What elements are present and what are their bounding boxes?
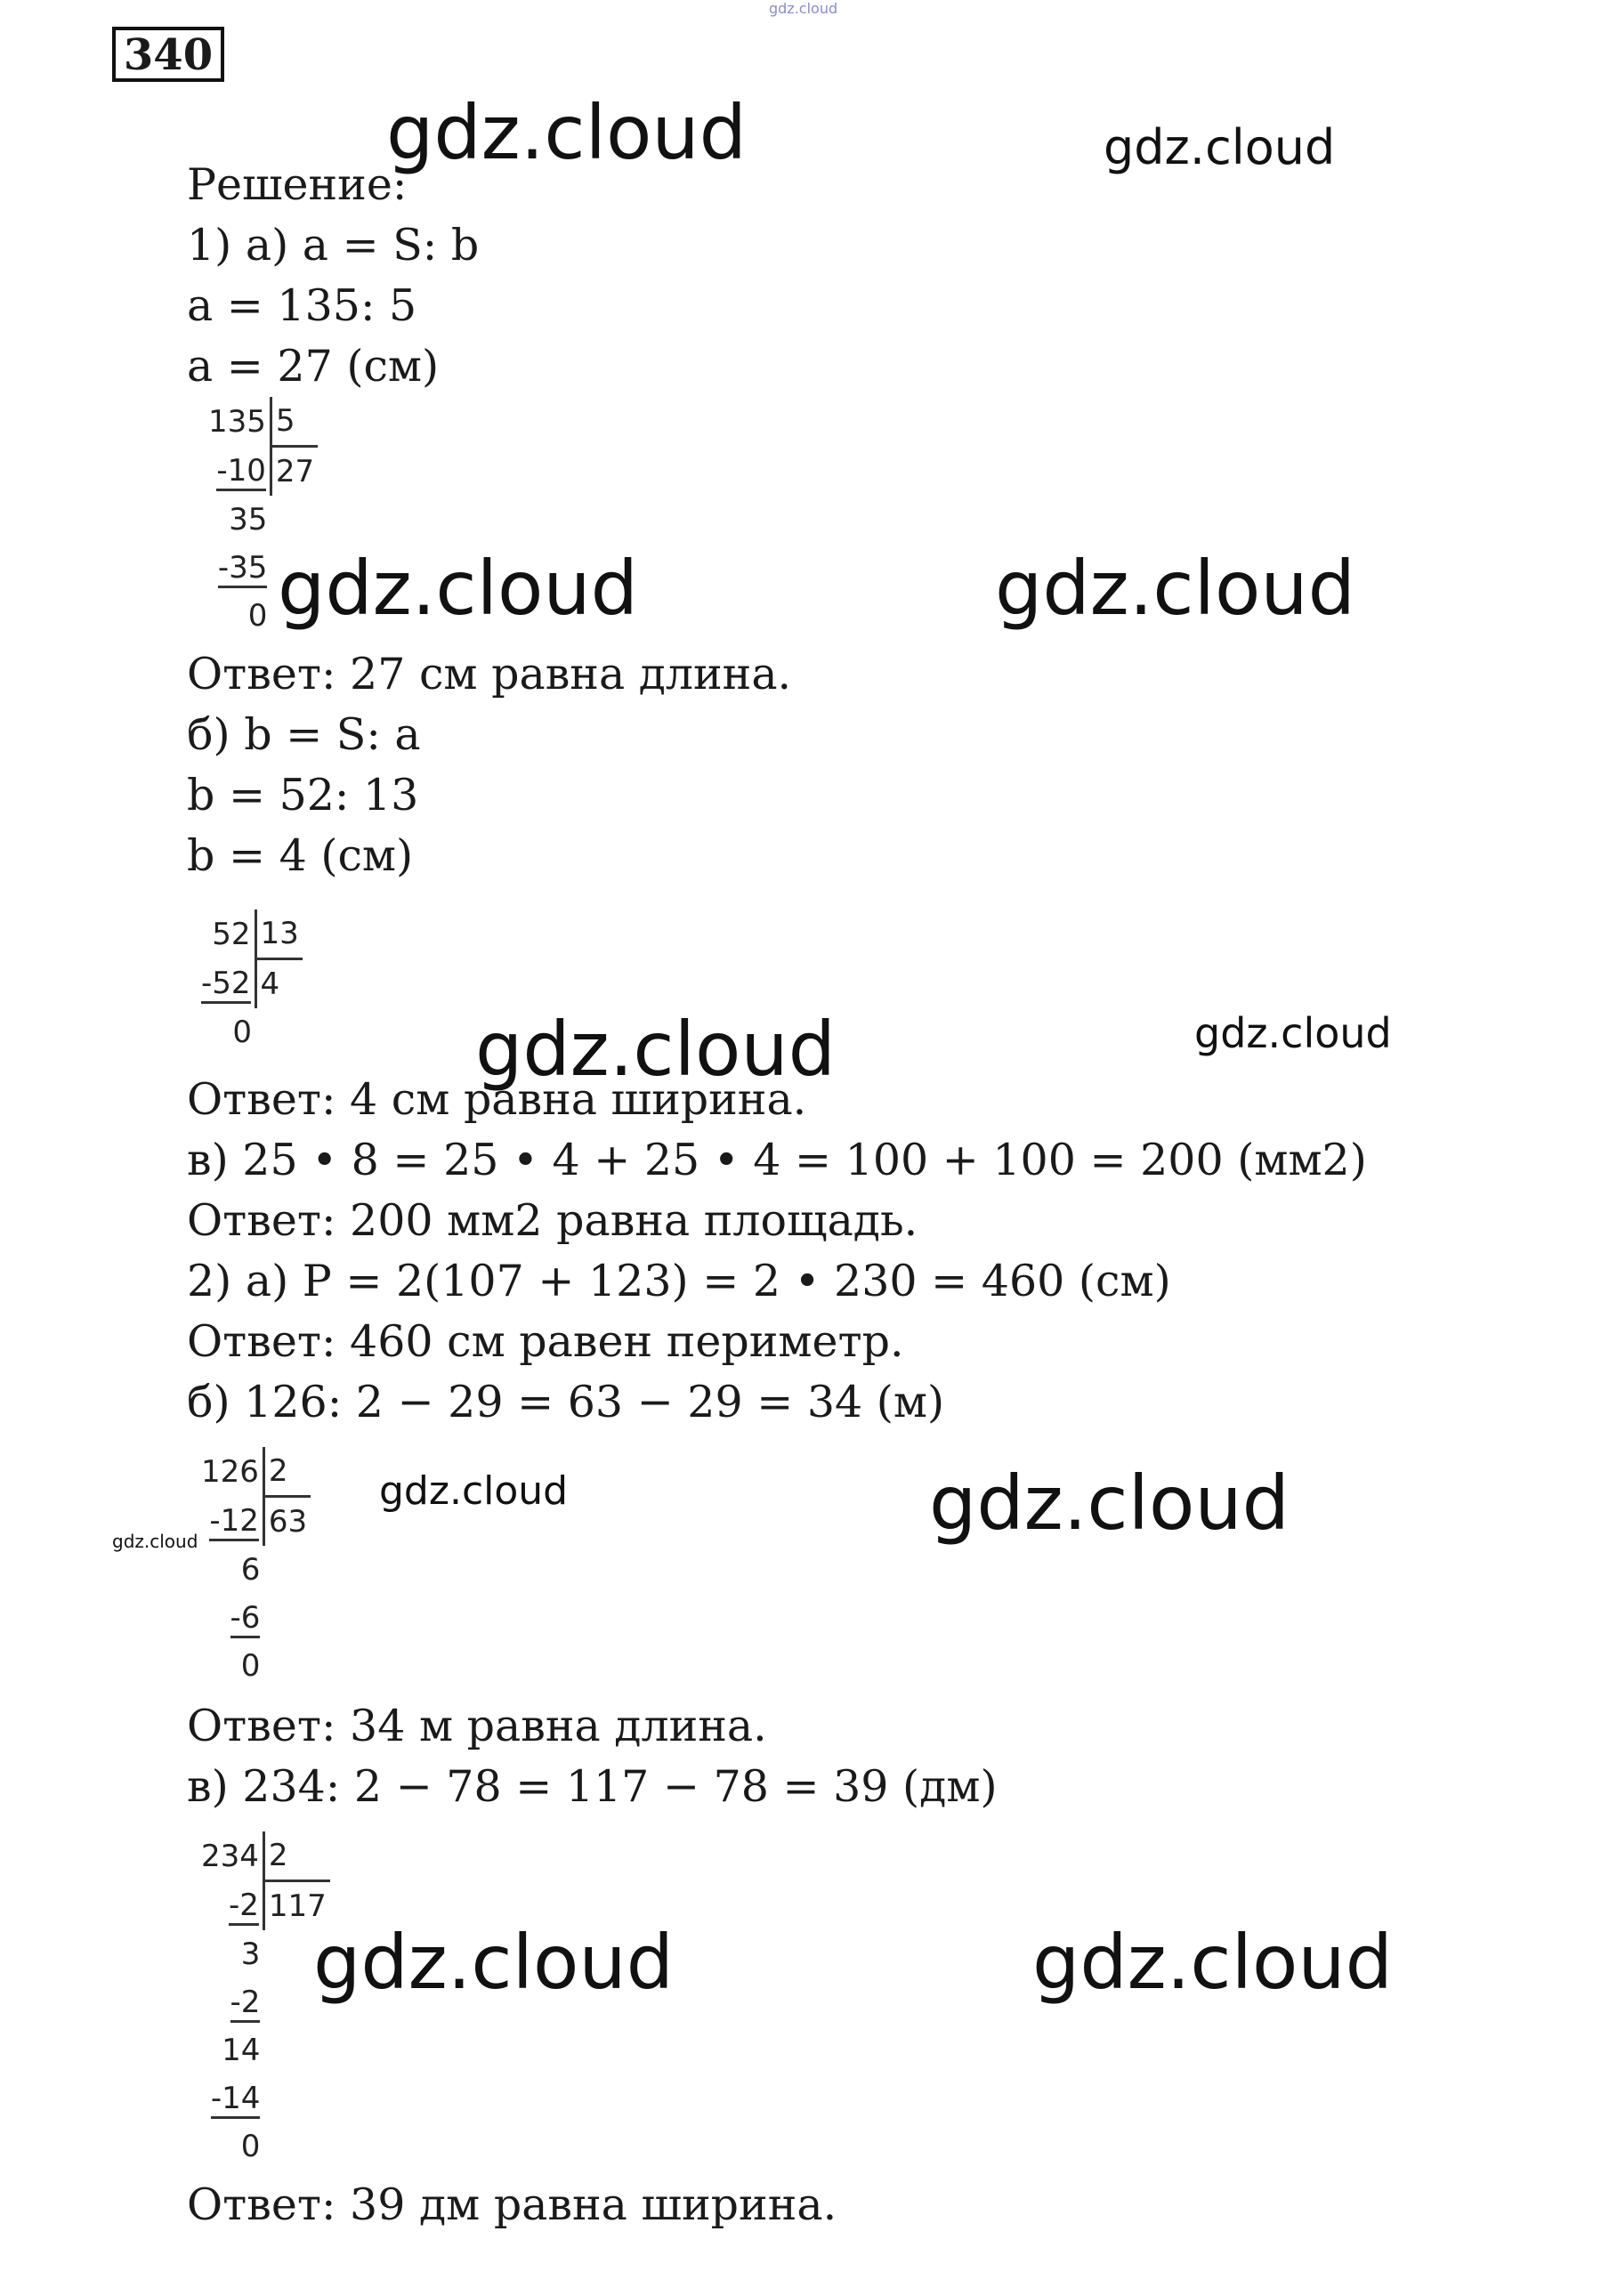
division-row: 126 [201, 1453, 259, 1490]
division-quotient: 117 [263, 1881, 329, 1931]
answer-line: Ответ: 27 см равна длина. [187, 649, 792, 699]
division-row: -2 [229, 1888, 259, 1926]
division-quotient: 63 [263, 1497, 311, 1547]
division-row: 6 [240, 1552, 261, 1588]
division-row: 0 [232, 1015, 253, 1050]
division-row: 0 [240, 2129, 261, 2164]
division-row: -35 [218, 550, 268, 588]
long-division-234-by-2 [198, 1831, 330, 2171]
long-division-52-by-13 [198, 910, 303, 1056]
solution-line: в) 25 • 8 = 25 • 4 + 25 • 4 = 100 + 100 = 200 (мм2) [187, 1135, 1367, 1185]
answer-line: Ответ: 200 мм2 равна площадь. [187, 1195, 918, 1246]
division-row: 3 [240, 1936, 261, 1972]
division-divisor: 13 [255, 910, 303, 959]
watermark-top: gdz.cloud [769, 0, 838, 17]
watermark: gdz.cloud [995, 545, 1355, 632]
solution-line: a = 135: 5 [187, 280, 417, 331]
division-row: 0 [247, 598, 268, 634]
solution-line: б) b = S: a [187, 709, 421, 760]
watermark: gdz.cloud [929, 1459, 1290, 1547]
division-row: 14 [222, 2033, 261, 2068]
division-quotient: 27 [271, 447, 318, 497]
answer-line: Ответ: 460 см равен периметр. [187, 1316, 904, 1367]
problem-number: 340 [112, 27, 224, 82]
answer-line: Ответ: 39 дм равна ширина. [187, 2179, 837, 2230]
solution-line: 2) а) P = 2(107 + 123) = 2 • 230 = 460 (см) [187, 1256, 1171, 1306]
watermark: gdz.cloud [112, 1531, 198, 1552]
solution-line: b = 4 (см) [187, 830, 414, 881]
division-row: -52 [201, 966, 251, 1004]
division-row: -10 [216, 453, 266, 491]
division-row: -14 [211, 2081, 261, 2119]
watermark: gdz.cloud [278, 545, 638, 632]
long-division-135-by-5 [205, 397, 318, 640]
division-row: -2 [230, 1985, 261, 2023]
division-row: 35 [229, 502, 268, 538]
division-row: -6 [230, 1600, 261, 1638]
solution-heading: Решение: [187, 159, 408, 210]
answer-line: Ответ: 34 м равна длина. [187, 1701, 767, 1751]
division-divisor: 5 [271, 397, 318, 447]
watermark: gdz.cloud [379, 1468, 569, 1514]
watermark: gdz.cloud [1194, 1009, 1392, 1057]
watermark: gdz.cloud [1032, 1919, 1393, 2006]
division-quotient: 4 [255, 959, 303, 1009]
division-row: -12 [209, 1503, 259, 1541]
division-divisor: 2 [263, 1831, 329, 1881]
division-divisor: 2 [263, 1447, 311, 1497]
long-division-126-by-2 [198, 1447, 311, 1690]
watermark: gdz.cloud [386, 89, 747, 176]
solution-line: b = 52: 13 [187, 770, 419, 821]
watermark: gdz.cloud [1104, 119, 1336, 175]
watermark: gdz.cloud [475, 1006, 836, 1093]
watermark: gdz.cloud [313, 1919, 674, 2006]
division-row: 135 [208, 403, 266, 440]
division-row: 52 [212, 916, 251, 952]
answer-line: Ответ: 4 см равна ширина. [187, 1074, 807, 1125]
division-row: 0 [240, 1648, 261, 1684]
solution-line: б) 126: 2 − 29 = 63 − 29 = 34 (м) [187, 1377, 945, 1427]
solution-line: 1) а) a = S: b [187, 220, 480, 271]
division-row: 234 [201, 1838, 259, 1874]
solution-line: a = 27 (см) [187, 341, 440, 392]
solution-line: в) 234: 2 − 78 = 117 − 78 = 39 (дм) [187, 1761, 998, 1812]
